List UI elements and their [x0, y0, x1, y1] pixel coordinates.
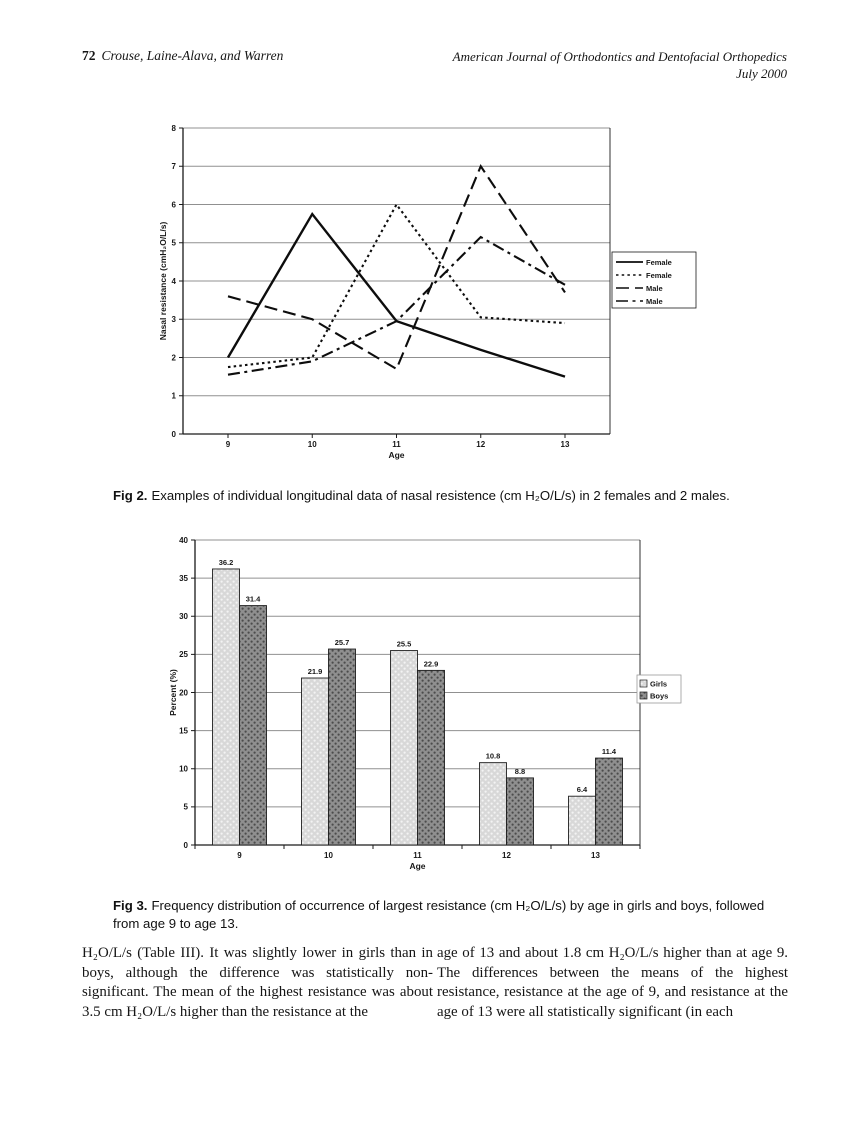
svg-text:11.4: 11.4: [601, 747, 617, 757]
svg-text:21.9: 21.9: [307, 667, 323, 677]
svg-text:25.7: 25.7: [334, 638, 350, 648]
svg-text:35: 35: [179, 573, 188, 583]
svg-text:22.9: 22.9: [423, 659, 439, 669]
svg-text:10: 10: [179, 764, 188, 774]
fig3-caption-text: Frequency distribution of occurrence of largest resistance (cm H₂O/L/s) by age in girls and boys, followed from age 9 to age 13.: [113, 898, 765, 931]
svg-text:Female: Female: [646, 257, 672, 267]
svg-text:8.8: 8.8: [514, 766, 526, 776]
svg-text:3: 3: [171, 315, 176, 325]
fig2-caption: [113, 487, 773, 505]
body-column-right: age of 13 and about 1.8 cm H₂O/L/s higher than at age 9. The differences between the means of the highest resistance, resistance at the age of 9, and resistance at the age of 13 were all statistically significant (in each: [437, 945, 788, 1020]
page-header-right: [453, 48, 787, 82]
svg-text:Boys: Boys: [650, 691, 669, 701]
svg-text:11: 11: [392, 440, 401, 449]
fig3-caption-label: Fig 3.: [113, 898, 148, 914]
svg-text:25: 25: [179, 650, 188, 660]
svg-text:Age: Age: [409, 861, 426, 871]
svg-text:12: 12: [502, 851, 511, 860]
svg-text:10: 10: [307, 440, 317, 449]
fig2-caption-label: Fig 2.: [113, 488, 148, 504]
svg-text:13: 13: [591, 851, 600, 860]
fig3-bar-chart: [160, 520, 700, 880]
svg-text:25.5: 25.5: [396, 639, 412, 649]
svg-text:Percent (%): Percent (%): [168, 669, 178, 716]
svg-text:Girls: Girls: [650, 679, 668, 689]
svg-text:31.4: 31.4: [245, 594, 261, 604]
issue-date: July 2000: [736, 66, 787, 81]
svg-text:6.4: 6.4: [576, 785, 588, 795]
svg-text:Male: Male: [646, 283, 663, 293]
svg-text:Male: Male: [646, 296, 663, 306]
svg-text:11: 11: [413, 851, 422, 860]
fig2-line-chart: [150, 110, 710, 470]
fig2-caption-text: Examples of individual longitudinal data of nasal resistence (cm H₂O/L/s) in 2 females and 2 males.: [151, 488, 730, 504]
svg-text:9: 9: [225, 440, 231, 449]
running-authors: Crouse, Laine-Alava, and Warren: [101, 48, 284, 63]
svg-text:2: 2: [171, 353, 176, 363]
svg-text:5: 5: [183, 802, 188, 812]
page-header-left: [82, 48, 283, 64]
svg-text:5: 5: [171, 238, 176, 248]
svg-text:6: 6: [171, 200, 176, 210]
svg-text:7: 7: [171, 162, 176, 172]
svg-text:12: 12: [476, 440, 486, 449]
svg-text:4: 4: [171, 276, 176, 286]
fig3-caption: [113, 897, 773, 932]
svg-text:40: 40: [179, 535, 188, 545]
svg-text:10.8: 10.8: [485, 751, 501, 761]
svg-text:1: 1: [171, 391, 176, 401]
svg-text:10: 10: [324, 851, 333, 860]
svg-text:0: 0: [171, 429, 176, 439]
page-number: 72: [82, 48, 96, 63]
svg-text:36.2: 36.2: [218, 557, 234, 567]
svg-text:15: 15: [179, 726, 188, 736]
svg-text:Age: Age: [388, 450, 405, 460]
svg-text:20: 20: [179, 688, 188, 698]
journal-name: American Journal of Orthodontics and Dentofacial Orthopedics: [452, 49, 787, 64]
svg-text:9: 9: [237, 851, 242, 860]
svg-text:8: 8: [171, 123, 176, 133]
body-column-left: H₂O/L/s (Table III). It was slightly lower in girls than in boys, although the difference was statistically non-significant. The mean of the highest resistance was about 3.5 cm H₂O/L/s higher than the resistance at the: [82, 945, 433, 1020]
svg-text:Female: Female: [646, 270, 672, 280]
svg-text:13: 13: [560, 440, 570, 449]
svg-text:30: 30: [179, 612, 188, 622]
svg-text:0: 0: [183, 840, 188, 850]
svg-text:Nasal resistance (cmH₂O/L/s): Nasal resistance (cmH₂O/L/s): [158, 221, 168, 341]
